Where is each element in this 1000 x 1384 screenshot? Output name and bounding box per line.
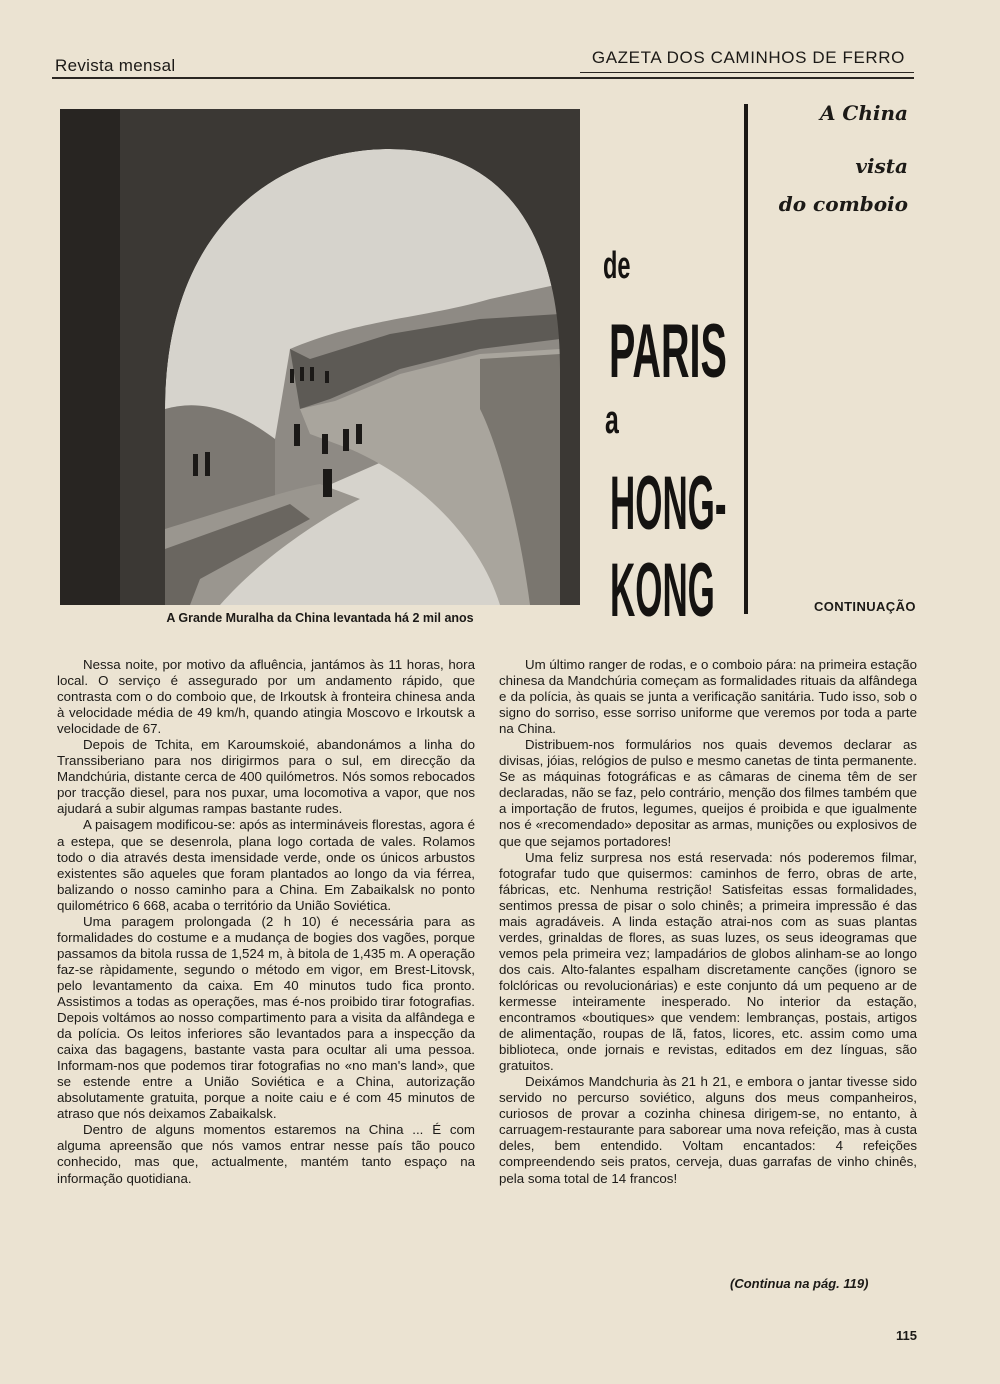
article-column-left: [57, 657, 475, 1187]
photo-caption: A Grande Muralha da China levantada há 2 mil anos: [166, 611, 474, 625]
title-a: a: [605, 398, 619, 442]
magazine-title: GAZETA DOS CAMINHOS DE FERRO: [591, 48, 905, 67]
magazine-frequency: Revista mensal: [55, 56, 176, 75]
paragraph: Uma paragem prolongada (2 h 10) é necessária para as formalidades do costume e a mudança de bogies dos vagões, porque passamos da bitola russa de 1,524 m, à bitola de 1,435 m. A operação faz-se ràpidamente, segundo o método em vigor, em Brest-Litovsk, pelo levantamento da caixa. Em 40 minutos tudo fica pronto. Assistimos a todas as operações, mas é-nos proibido tirar fotografias. Depois voltámos ao nosso compartimento para a visita da alfândega e da polícia. Os leitos inferiores são levantados para a inspecção da caixa das bagagens, bastante vasta para ocultar ali uma pessoa. Informam-nos que podemos tirar fotografias no «no man's land», que se estende entre a União Soviética e a China, autorização absolutamente gratuita, porque a noite caiu e é com 45 minutos de atraso que nós deixamos Zabaikalsk.: [57, 913, 475, 1122]
paragraph: Um último ranger de rodas, e o comboio pára: na primeira estação chinesa da Mandchúria começam as formalidades rituais da alfândega e da polícia, às quais se junta a verificação sanitária. Tudo isso, sob o signo do sorriso, esse sorriso uniforme que veremos por toda a parte na China.: [499, 657, 917, 737]
page-number: 115: [896, 1328, 917, 1343]
title-paris: PARIS: [609, 309, 727, 394]
header-rule-secondary: [580, 72, 914, 73]
kicker-line-3: do comboio: [778, 192, 908, 216]
title-de: de: [603, 245, 631, 287]
paragraph: Distribuem-nos formulários nos quais devemos declarar as divisas, jóias, relógios de pulso e mesmo canetas de tinta permanente. Se as máquinas fotográficas e as câmaras de cinema têm de ser declaradas, não se faz, pelo contrário, menção dos filmes também que a importação de frutos, legumes, queijos é proibida e que igualmente nos é «recomendado» depositar as armas, munições ou explosivos de que que sejamos portadores!: [499, 737, 917, 849]
header-rule: [52, 77, 914, 79]
kicker-line-1: A China: [819, 101, 908, 125]
paragraph: A paisagem modificou-se: após as intermináveis florestas, agora é a estepa, que se desenrola, plana logo cortada de vales. Rolamos todo o dia através desta imensidade verde, onde os únicos arbustos existentes são aqueles que foram plantados ao longo da via férrea, balizando o nosso caminho para a China. Em Zabaikalsk no ponto quilométrico 6 668, acaba o território da União Soviética.: [57, 817, 475, 913]
paragraph: Dentro de alguns momentos estaremos na China ... É com alguma apreensão que nós vamos entrar nesse país tão pouco conhecido, mas que, actualmente, mantém tanto espaço na informação quotidiana.: [57, 1122, 475, 1186]
article-column-right: [499, 657, 917, 1187]
kicker-line-2: vista: [855, 154, 908, 178]
title-hong-kong: HONG-KONG: [610, 461, 727, 633]
paragraph: Nessa noite, por motivo da afluência, jantámos às 11 horas, hora local. O serviço é assegurado por um andamento rápido, que contrasta com o do comboio que, de Irkoutsk à fronteira chinesa anda à velocidade média de 49 km/h, quando atingia Moscovo e Irkoutsk a velocidade de 67.: [57, 657, 475, 737]
continued-note: (Continua na pág. 119): [730, 1276, 869, 1291]
continuation-label: CONTINUAÇÃO: [814, 599, 916, 614]
great-wall-photo: [60, 109, 580, 605]
paragraph: Uma feliz surpresa nos está reservada: nós poderemos filmar, fotografar tudo que quisermos: caminhos de ferro, obras de arte, fábricas, etc. Nenhuma restrição! Satisfeitas essas formalidades, sentimos pressa de pisar o solo chinês; a primeira impressão é das mais agradáveis. A linda estação atrai-nos com as suas plantas verdes, grinaldas de flores, as suas luzes, os seus ideogramas que vemos pela primeira vez; lampadários de globos alinham-se ao longo dos cais. Alto-falantes espalham discretamente canções (ignoro se folclóricas ou revolucionárias) e este conjunto dá um pequeno ar de kermesse inteiramente inesperado. No interior da estação, encontramos «boutiques» que vendem: lembranças, postais, artigos de alimentação, roupas de lã, fatos, licores, etc. assim como uma biblioteca, onde jornais e revistas, editados em dez línguas, são gratuitos.: [499, 849, 917, 1074]
paragraph: Depois de Tchita, em Karoumskoié, abandonámos a linha do Transsiberiano para nos dirigirmos para o sul, em direcção da Mandchúria, distante cerca de 400 quilómetros. Nós somos rebocados por tracção diesel, para nos puxar, uma locomotiva a vapor, que nos ajudará a subir algumas rampas bastante rudes.: [57, 737, 475, 817]
paragraph: Deixámos Mandchuria às 21 h 21, e embora o jantar tivesse sido servido no percurso soviético, alguns dos meus companheiros, curiosos de provar a cozinha chinesa dirigem-se, no entanto, à carruagem-restaurante para saborear uma nova refeição, mas à custa deles, bem entendido. Voltam encantados: 4 refeições compreendendo seis pratos, cerveja, duas garrafas de vinho chinês, pela soma total de 14 francos!: [499, 1074, 917, 1186]
